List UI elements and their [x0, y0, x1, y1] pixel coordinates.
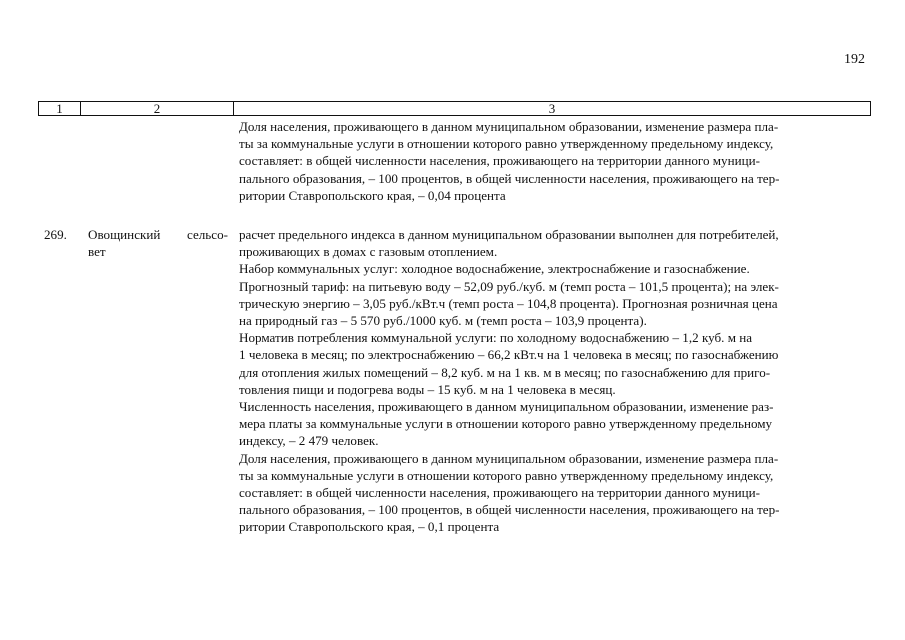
text-line: Норматив потребления коммунальной услуги: по холодному водоснабжению – 1,2 куб. м на — [239, 330, 753, 346]
text-line: Доля населения, проживающего в данном муниципальном образовании, изменение размера пла- — [239, 119, 779, 134]
text-line: ты за коммунальные услуги в отношении которого равно утвержденному предельному индексу, — [239, 136, 774, 152]
row-name-word-1: Овощинский — [88, 227, 161, 242]
row-name-line-2: вет — [88, 244, 106, 260]
header-col-2: 2 — [81, 102, 234, 115]
text-line: составляет: в общей численности населения, проживающего на территории данного муници- — [239, 153, 760, 169]
text-line: для отопления жилых помещений – 8,2 куб. м на 1 кв. м в месяц; по газоснабжению для приго- — [239, 364, 771, 380]
text-line: 1 человека в месяц; по электроснабжению – 66,2 кВт.ч на 1 человека в месяц; по газоснабжению — [239, 347, 779, 363]
text-line: расчет предельного индекса в данном муниципальном образовании выполнен для потребителей, — [239, 227, 779, 242]
table-header-row — [38, 101, 871, 116]
text-line: ты за коммунальные услуги в отношении которого равно утвержденному предельному индексу, — [239, 467, 774, 483]
continuation-text — [239, 118, 864, 204]
text-line: пального образования, – 100 процентов, в общей численности населения, проживающего на тер- — [239, 170, 780, 186]
text-line: Численность населения, проживающего в данном муниципальном образовании, изменение раз- — [239, 399, 774, 415]
text-line: Доля населения, проживающего в данном муниципальном образовании, изменение размера пла- — [239, 450, 779, 466]
text-line: индексу, – 2 479 человек. — [239, 433, 379, 449]
text-line: пального образования, – 100 процентов, в общей численности населения, проживающего на тер- — [239, 502, 780, 518]
text-line: Набор коммунальных услуг: холодное водоснабжение, электроснабжение и газоснабжение. — [239, 261, 750, 277]
text-line: мера платы за коммунальные услуги в отношении которого равно утвержденному предельному — [239, 416, 773, 432]
text-line: проживающих в домах с газовым отоплением. — [239, 244, 498, 260]
row-name-word-2: сельсо- — [186, 227, 228, 242]
text-line: на природный газ – 5 570 руб./1000 куб. м (темп роста – 103,9 процента). — [239, 313, 647, 329]
text-line: составляет: в общей численности населения, проживающего на территории данного муници- — [239, 485, 760, 501]
text-line: товления пищи и подогрева воды – 15 куб. м на 1 человека в месяц. — [239, 381, 616, 397]
row-name — [88, 226, 228, 260]
page-number: 192 — [844, 52, 865, 67]
header-col-1: 1 — [39, 102, 81, 115]
row-number: 269. — [44, 227, 67, 242]
text-line: ритории Ставропольского края, – 0,04 процента — [239, 187, 506, 203]
text-line: Прогнозный тариф: на питьевую воду – 52,09 руб./куб. м (темп роста – 101,5 процента); на элек- — [239, 278, 779, 294]
row-description — [239, 226, 864, 536]
text-line: ритории Ставропольского края, – 0,1 процента — [239, 519, 500, 535]
header-col-3: 3 — [548, 101, 556, 116]
text-line: трическую энергию – 3,05 руб./кВт.ч (темп роста – 104,8 процента). Прогнозная розничная цена — [239, 295, 778, 311]
